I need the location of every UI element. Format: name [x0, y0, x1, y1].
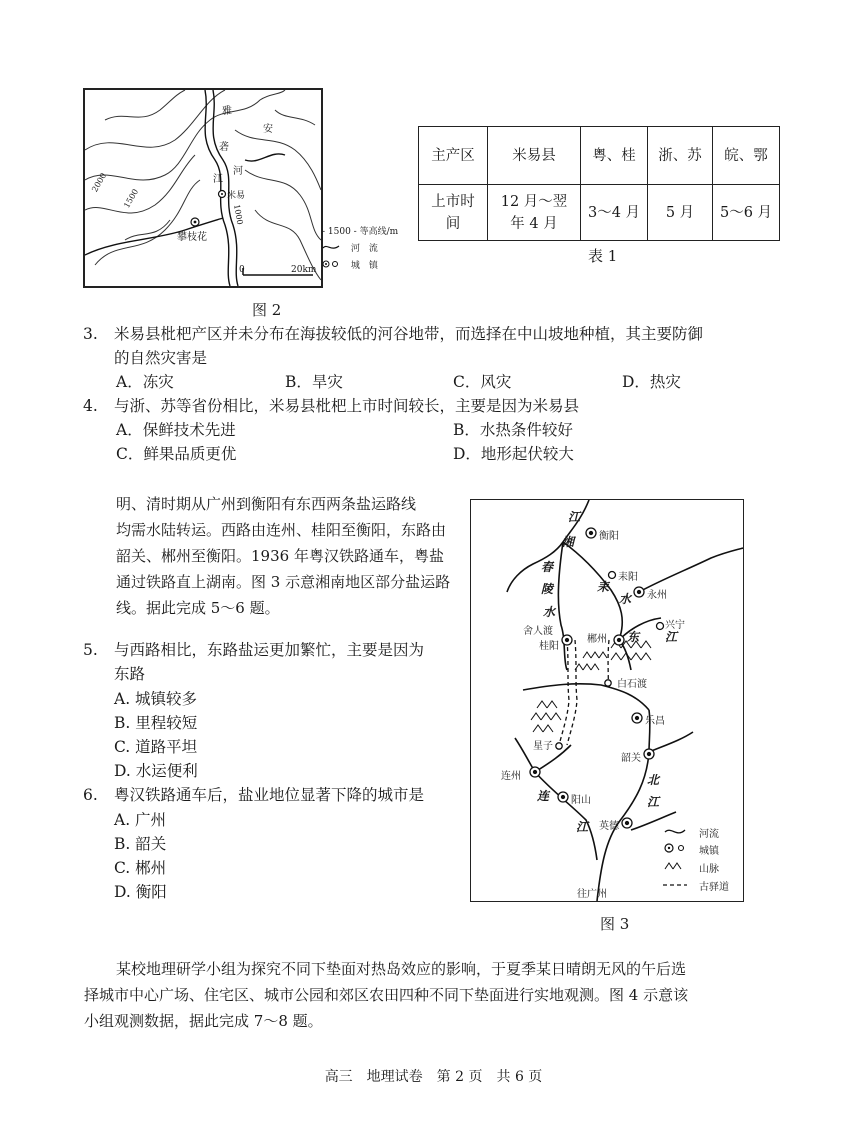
table-header-cell: 皖、鄂	[713, 127, 780, 185]
river-label: 北	[647, 773, 660, 787]
town-lianzhou: 连州	[501, 771, 521, 782]
river-label: 东	[627, 630, 640, 644]
town-label-panzhihua: 攀枝花	[177, 232, 207, 243]
river-label: 江	[213, 174, 223, 185]
town-chenzhou: 郴州	[587, 634, 607, 645]
river-dong	[619, 618, 661, 640]
table-cell: 3～4 月	[581, 185, 648, 241]
q4-option-c[interactable]: C．鲜果品质更优	[116, 445, 237, 463]
town-baishidu: 白石渡	[617, 679, 647, 690]
river-lei	[563, 542, 622, 640]
legend-mountain: 山脉	[699, 864, 719, 875]
q4-option-d[interactable]: D．地形起伏较大	[453, 445, 574, 463]
q4-option-b[interactable]: B．水热条件较好	[453, 421, 573, 439]
scale-label-end: 20km	[291, 265, 317, 275]
legend-river: 河 流	[350, 244, 378, 254]
figure-2-legend	[322, 224, 398, 275]
town-shaoguan: 韶关	[621, 753, 641, 764]
figure-2-caption: 图 2	[252, 301, 282, 319]
river-label: 江	[665, 630, 678, 644]
legend-town-row	[322, 258, 398, 275]
table-cell: 5～6 月	[713, 185, 780, 241]
town-yangshan: 阳山	[571, 795, 591, 806]
cell-line: 年 4 月	[510, 215, 558, 232]
town-lechang: 乐昌	[645, 716, 665, 727]
table-1	[418, 126, 780, 241]
table-row	[419, 185, 780, 241]
q3-option-b[interactable]: B．旱灾	[285, 373, 343, 391]
table-header-cell: 粤、桂	[581, 127, 648, 185]
intro-7-8-line: 择城市中心广场、住宅区、城市公园和郊区农田四种不同下垫面进行实地观测。图 4 示意该	[84, 986, 689, 1004]
town-xingzi: 星子	[533, 741, 553, 752]
table-header-cell: 主产区	[419, 127, 488, 185]
legend-town: 城镇	[699, 846, 719, 857]
town-yongzhou: 永州	[647, 590, 667, 601]
figure-3-caption: 图 3	[600, 915, 630, 933]
river-label: 水	[543, 605, 556, 619]
q4-stem: 与浙、苏等省份相比，米易县枇杷上市时间较长，主要是因为米易县	[114, 397, 580, 415]
table-cell: 5 月	[648, 185, 713, 241]
label-to-guangzhou: 往广州	[577, 889, 607, 900]
row-label-line: 间	[445, 215, 461, 232]
intro-7-8-line: 某校地理研学小组为探究不同下垫面对热岛效应的影响，于夏季某日晴朗无风的午后选	[116, 960, 687, 978]
q6-stem: 粤汉铁路通车后，盐业地位显著下降的城市是	[114, 786, 425, 804]
q6-option-c[interactable]: C. 郴州	[114, 859, 167, 877]
town-yingde: 英德	[599, 821, 619, 832]
cell-line: 12 月～翌	[500, 193, 568, 210]
intro-5-6-line: 线。据此完成 5～6 题。	[116, 599, 280, 617]
q5-option-a[interactable]: A. 城镇较多	[114, 690, 198, 708]
q6-option-b[interactable]: B. 韶关	[114, 835, 167, 853]
river-label: 耒	[597, 580, 610, 594]
figure-3-svg	[471, 500, 743, 901]
legend-river-icon	[665, 830, 685, 833]
legend-contour: - 1500 - 等高线/m	[322, 227, 399, 237]
q4-number: 4.	[83, 397, 98, 415]
q5-option-d[interactable]: D. 水运便利	[114, 762, 198, 780]
town-sherendu: 舍人渡	[523, 626, 553, 637]
q6-number: 6.	[83, 786, 98, 804]
river-label: 连	[537, 789, 550, 803]
intro-5-6-line: 韶关、郴州至衡阳。1936 年粤汉铁路通车，粤盐	[116, 547, 444, 565]
table-header-cell: 浙、苏	[648, 127, 713, 185]
river-label: 砻	[219, 142, 229, 153]
river-label: 陵	[541, 582, 554, 596]
table-1-caption: 表 1	[588, 247, 618, 265]
town-icon	[322, 260, 340, 268]
q5-stem-line2: 东路	[114, 665, 146, 683]
q5-stem-line1: 与西路相比，东路盐运更加繁忙，主要是因为	[114, 641, 425, 659]
q6-option-d[interactable]: D. 衡阳	[114, 883, 167, 901]
table-cell-miyi	[488, 185, 581, 241]
q5-option-c[interactable]: C. 道路平坦	[114, 738, 198, 756]
contour-label: 1000	[231, 203, 245, 226]
page-footer: 高三 地理试卷 第 2 页 共 6 页	[324, 1069, 543, 1085]
q6-option-a[interactable]: A. 广州	[114, 811, 167, 829]
q5-option-b[interactable]: B. 里程较短	[114, 714, 198, 732]
contour-label: 2000	[90, 171, 109, 194]
table-row-label	[419, 185, 488, 241]
river-label: 江	[576, 820, 589, 834]
town-laiyang: 耒阳	[618, 572, 638, 583]
figure-2-map	[83, 88, 323, 288]
q4-option-a[interactable]: A．保鲜技术先进	[116, 421, 236, 439]
legend-road: 古驿道	[699, 882, 729, 893]
row-label-line: 上市时	[431, 193, 475, 210]
q3-option-d[interactable]: D．热灾	[622, 373, 681, 391]
q3-option-a[interactable]: A．冻灾	[116, 373, 174, 391]
river-label: 雅	[222, 106, 232, 117]
q3-option-c[interactable]: C．风灾	[453, 373, 512, 391]
q3-stem-line1: 米易县枇杷产区并未分布在海拔较低的河谷地带，而选择在中山坡地种植，其主要防御	[114, 325, 704, 343]
town-hengyang: 衡阳	[599, 531, 619, 542]
table-header-row	[419, 127, 780, 185]
table-header-cell: 米易县	[488, 127, 581, 185]
figure-3-map	[470, 499, 744, 902]
legend-river-row	[322, 241, 398, 258]
contour-label: 1500	[122, 187, 141, 210]
river-chunling	[558, 542, 567, 670]
q3-stem-line2: 的自然灾害是	[114, 349, 208, 367]
intro-5-6-line: 通过铁路直上湖南。图 3 示意湘南地区部分盐运路	[116, 573, 451, 591]
scale-label-start: 0	[239, 265, 245, 275]
river-label: 江	[647, 795, 660, 809]
intro-5-6-line: 均需水陆转运。西路由连州、桂阳至衡阳，东路由	[116, 521, 447, 539]
legend-mountain-icon	[665, 863, 681, 869]
river-label: 春	[541, 560, 554, 574]
intro-7-8-line: 小组观测数据，据此完成 7～8 题。	[84, 1012, 323, 1030]
river-bei	[597, 710, 650, 901]
river-label: 江	[568, 510, 581, 524]
intro-5-6-line: 明、清时期从广州到衡阳有东西两条盐运路线	[116, 495, 417, 513]
legend-river: 河流	[699, 829, 719, 840]
town-label-miyi: 米易	[227, 191, 246, 201]
town-xingning: 兴宁	[665, 620, 685, 631]
river-label: 水	[619, 592, 632, 606]
river-icon	[322, 243, 340, 251]
river-label: 湘	[562, 535, 575, 549]
q3-number: 3.	[83, 325, 98, 343]
river-label: 河	[233, 166, 243, 177]
q5-number: 5.	[83, 641, 98, 659]
town-guiyang: 桂阳	[539, 641, 559, 652]
figure-2-contour-map	[85, 90, 321, 286]
place-label: 安	[263, 124, 273, 135]
legend-town: 城 镇	[350, 261, 378, 271]
